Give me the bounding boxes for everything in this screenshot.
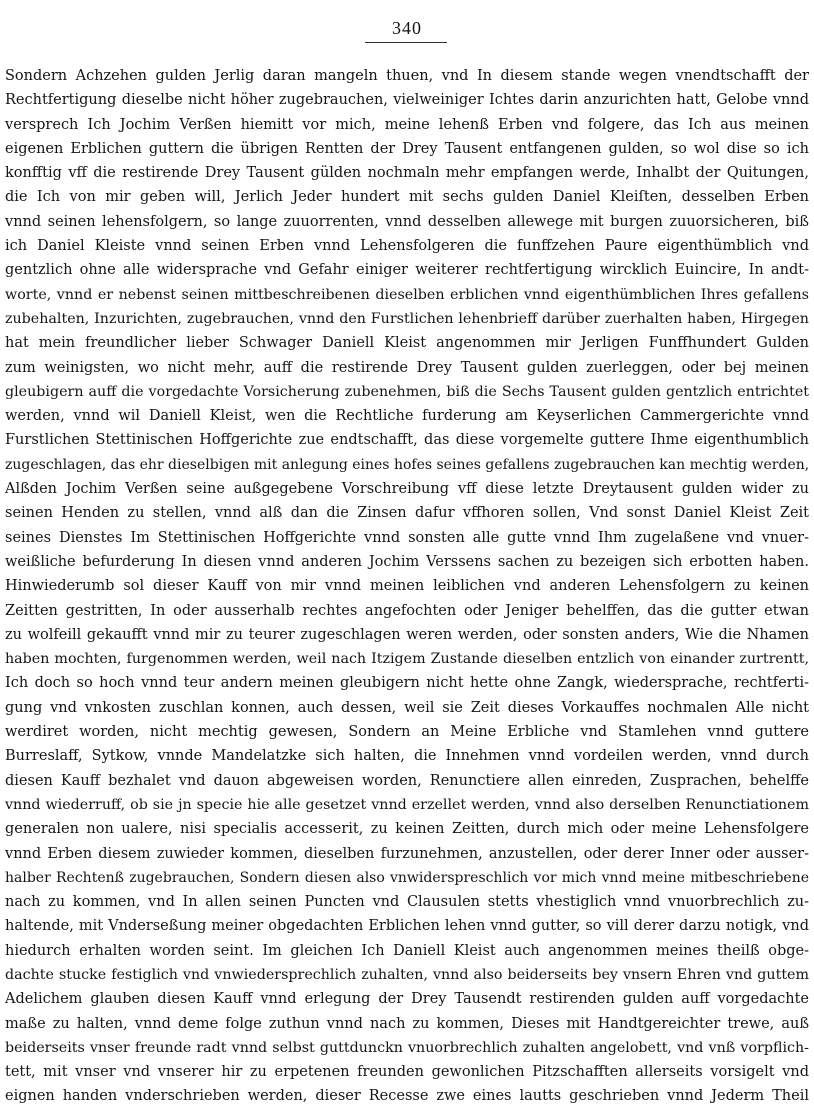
- text-line: Burreslaff, Sytkow, vnnde Mandelatzke sich halten, die Innehmen vnnd vordeilen werden, vnnd durch: [5, 748, 809, 765]
- body-text: [5, 64, 809, 1109]
- text-line: gentzlich ohne alle widersprache vnd Gefahr einiger weiterer rechtfertigung wircklich Euincire, In andt-: [5, 262, 809, 279]
- text-line: werdiret worden, nicht mechtig gewesen, Sondern an Meine Erbliche vnd Stamlehen vnnd guttere: [5, 724, 809, 741]
- text-line: zubehalten, Inzurichten, zugebrauchen, vnnd den Furstlichen lehenbrieff darüber zuerhalten haben, Hirgegen: [5, 310, 809, 327]
- text-line: dachte stucke festiglich vnd vnwiedersprechlich zuhalten, vnnd also beiderseits bey vnsern Ehren vnd guttem: [5, 966, 809, 983]
- text-line: hiedurch erhalten worden seint. Im gleichen Ich Daniell Kleist auch angenommen meines theilß obge-: [5, 942, 809, 959]
- text-line: weißliche befurderung In diesen vnnd anderen Jochim Verssens sachen zu bezeigen sich erbotten haben.: [5, 553, 809, 570]
- text-line: Furstlichen Stettinischen Hoffgerichte zue endtschafft, das diese vorgemelte guttere Ihme eigenthumblich: [5, 432, 809, 449]
- text-line: vnnd wiederruff, ob sie jn specie hie alle gesetzet vnnd erzellet werden, vnnd also derselben Renunctiationem: [5, 796, 809, 813]
- text-line: konfftig vff die restirende Drey Tausent gülden nochmaln mehr empfangen werde, Inhalbt der Quitungen,: [5, 165, 809, 182]
- text-line: Adelichem glauben diesen Kauff vnnd erlegung der Drey Tausendt restirenden gulden auff vorgedachte: [5, 991, 809, 1008]
- text-line: vnnd seinen lehensfolgern, so lange zuuorrenten, vnnd desselben allewege mit burgen zuuorsicheren, biß: [5, 213, 809, 230]
- header-rule: [365, 42, 447, 43]
- text-line: haben mochten, furgenommen werden, weil nach Itzigem Zustande dieselben entzlich von einander zurtrentt,: [5, 651, 809, 668]
- text-line: eigenen Erblichen guttern die übrigen Rentten der Drey Tausent entfangenen gulden, so wol dise so ich: [5, 140, 809, 157]
- text-line: zugeschlagen, das ehr dieselbigen mit anlegung eines hofes seines gefallens zugebrauchen kan mechtig werden,: [5, 456, 809, 473]
- text-line: ich Daniel Kleiste vnnd seinen Erben vnnd Lehensfolgeren die funffzehen Paure eigenthümblich vnd: [5, 238, 809, 255]
- text-line: Zeitten gestritten, In oder ausserhalb rechtes angefochten oder Jeniger behelffen, das die gutter etwan: [5, 602, 809, 619]
- text-line: die Ich von mir geben will, Jerlich Jeder hundert mit sechs gulden Daniel Kleiſten, desselben Erben: [5, 189, 809, 206]
- text-line: tett, mit vnser vnd vnserer hir zu erpetenen freunden gewonlichen Pitzschafften allerseits vorsigelt vnd: [5, 1064, 809, 1081]
- text-line: halber Rechtenß zugebrauchen, Sondern diesen also vnwiderspreschlich vor mich vnnd meine mitbeschriebene: [5, 869, 809, 886]
- text-line: seines Dienstes Im Stettinischen Hoffgerichte vnnd sonsten alle gutte vnnd Ihm zugelaßene vnd vnuer-: [5, 529, 809, 546]
- page-number: 340: [392, 18, 422, 38]
- text-line: maße zu halten, vnnd deme folge zuthun vnnd nach zu kommen, Dieses mit Handtgereichter trewe, auß: [5, 1015, 809, 1032]
- text-line: haltende, mit Vnderseßung meiner obgedachten Erblichen lehen vnnd gutter, so vill derer darzu notigk, vnd: [5, 918, 809, 935]
- text-line: zu wolfeill gekaufft vnnd mir zu teurer zugeschlagen weren werden, oder sonsten anders, Wie die Nhamen: [5, 626, 809, 643]
- text-line: zum weinigsten, wo nicht mehr, auff die restirende Drey Tausent gulden zuerleggen, oder bej meinen: [5, 359, 809, 376]
- text-line: Sondern Achzehen gulden Jerlig daran mangeln thuen, vnd In diesem stande wegen vnendtschafft der: [5, 68, 809, 84]
- text-line: gleubigern auff die vorgedachte Vorsicherung zubenehmen, biß die Sechs Tausent gulden gentzlich entrichtet: [5, 383, 809, 400]
- text-line: versprech Ich Jochim Verßen hiemitt vor mich, meine lehenß Erben vnd folgere, das Ich aus meinen: [5, 116, 809, 133]
- text-line: nach zu kommen, vnd In allen seinen Puncten vnd Clausulen stetts vhestiglich vnnd vnuorbrechlich zu-: [5, 894, 809, 911]
- text-line: vnnd Erben diesem zuwieder kommen, dieselben furzunehmen, anzustellen, oder derer Inner oder ausser-: [5, 845, 809, 862]
- text-line: beiderseits vnser freunde radt vnnd selbst guttdunckn vnuorbrechlich zuhalten angelobett, vnd vnß vorpflich-: [5, 1039, 809, 1056]
- text-line: gung vnd vnkosten zuschlan konnen, auch dessen, weil sie Zeit dieses Vorkauffes nochmalen Alle nicht: [5, 699, 809, 716]
- text-line: seinen Henden zu stellen, vnnd alß dan die Zinsen dafur vffhoren sollen, Vnd sonst Daniel Kleist Zeit: [5, 505, 809, 522]
- text-line: generalen non ualere, nisi specialis accesserit, zu keinen Zeitten, durch mich oder meine Lehensfolgere: [5, 821, 809, 838]
- text-line: Alßden Jochim Verßen seine außgegebene Vorschreibung vff diese letzte Dreytausent gulden wider zu: [5, 481, 809, 498]
- text-line: worte, vnnd er nebenst seinen mittbeschreibenen dieselben erblichen vnnd eigenthümblichen Ihres gefallens: [5, 286, 809, 303]
- text-line: werden, vnnd wil Daniell Kleist, wen die Rechtliche furderung am Keyserlichen Cammergerichte vnnd: [5, 408, 809, 425]
- text-line: Hinwiederumb sol dieser Kauff von mir vnnd meinen leiblichen vnd anderen Lehensfolgern zu keinen: [5, 578, 809, 595]
- text-line: hat mein freundlicher lieber Schwager Daniell Kleist angenommen mir Jerligen Funffhundert Gulden: [5, 335, 809, 352]
- text-line: Ich doch so hoch vnnd teur andern meinen gleubigern nicht hette ohne Zangk, wiedersprache, rechtferti-: [5, 675, 809, 692]
- text-line: Rechtfertigung dieselbe nicht höher zugebrauchen, vielweiniger Ichtes darin anzurichten hatt, Gelobe vnnd: [5, 92, 809, 109]
- text-line: eignen handen vnderschrieben werden, dieser Recesse zwe eines lautts geschrieben vnnd Jederm Theil: [5, 1088, 809, 1105]
- text-line: diesen Kauff bezhalet vnd dauon abgeweisen worden, Renunctiere allen einreden, Zusprachen, behelffe: [5, 772, 809, 789]
